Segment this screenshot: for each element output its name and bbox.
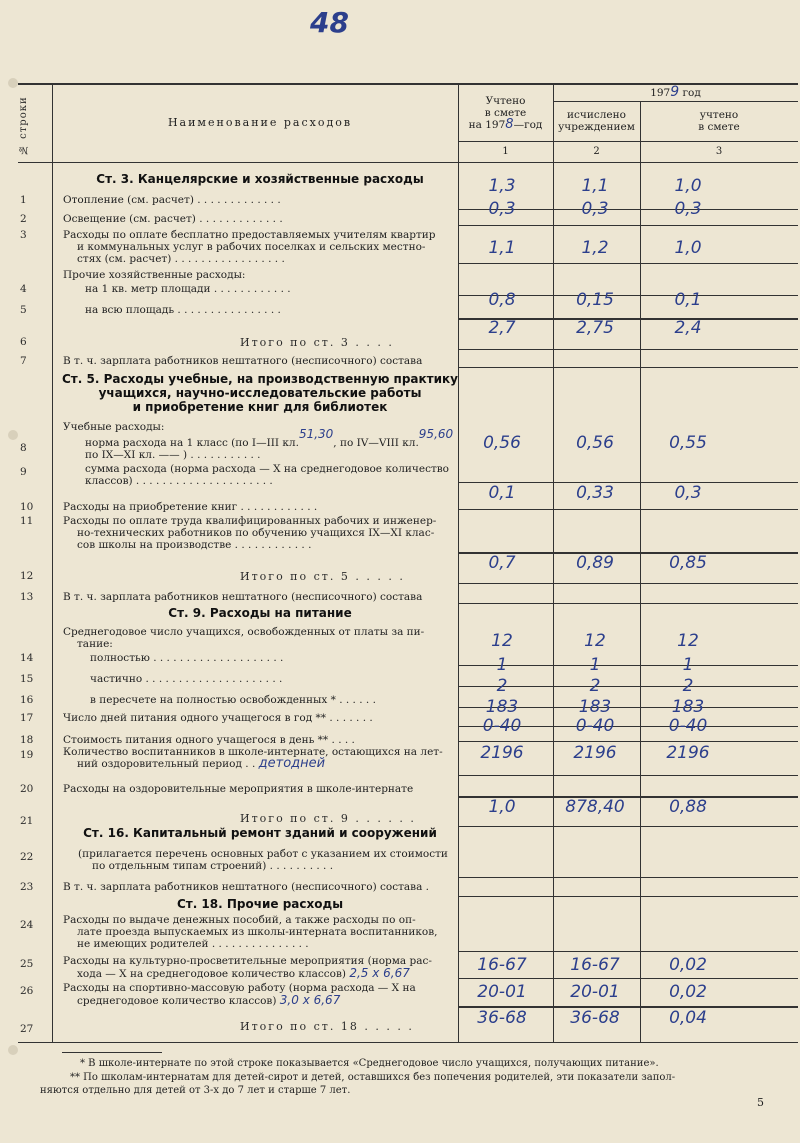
section-title-16: Ст. 16. Капитальный ремонт зданий и сооружений [83, 826, 437, 840]
value-cell: 2196 [573, 743, 617, 763]
row-number: 22 [20, 851, 34, 863]
row-separator [458, 896, 798, 897]
punch-hole [8, 1045, 18, 1055]
row-number: 7 [20, 355, 27, 367]
section-title-3: Ст. 3. Канцелярские и хозяйственные расходы [96, 172, 424, 186]
itogo-st5: Итого по ст. 5 . . . . . [240, 570, 405, 583]
col2-border [553, 83, 554, 1043]
value-cell: 0-40 [575, 716, 615, 736]
value-cell: 2196 [666, 743, 710, 763]
row-number: 19 [20, 749, 34, 761]
row-separator [458, 951, 798, 952]
footnote-2-cont: няются отдельно для детей от 3-х до 7 лет и старше 7 лет. [40, 1085, 351, 1096]
value-cell: 1,1 [581, 176, 609, 196]
row-text: Отопление (см. расчет) . . . . . . . . . . . . . [63, 194, 281, 206]
col3-header: учтено в смете [698, 109, 740, 133]
value-cell: 1,1 [488, 238, 516, 258]
row-number: 5 [20, 304, 27, 316]
row-number: 13 [20, 591, 34, 603]
row-number: 25 [20, 958, 34, 970]
row-text: Расходы по оплате бесплатно предоставляемых учителям квартир и коммунальных услуг в рабочих поселках и сельских местно- стях (см. расчет) . . . . . . . . . . . . . . . . . [63, 229, 436, 265]
row-separator [458, 509, 798, 510]
row-text: В т. ч. зарплата работников нештатного (несписочного) состава . [63, 881, 429, 893]
row-text: Стоимость питания одного учащегося в день ** . . . . [63, 734, 355, 746]
value-cell: 36-68 [477, 1008, 527, 1028]
row-text: сумма расхода (норма расхода — Х на среднегодовое количество классов) . . . . . . . . . . . . . . . . . . . . . [85, 463, 449, 487]
row-text: Расходы на приобретение книг . . . . . . . . . . . . [63, 501, 318, 513]
row-text: Прочие хозяйственные расходы: [63, 269, 246, 281]
section-title-5: Ст. 5. Расходы учебные, на производственную практику учащихся, научно-исследовательские работы и приобретение книг для библиотек [62, 372, 458, 414]
row-text: Учебные расходы: [63, 421, 165, 433]
value-cell: 0,88 [669, 797, 707, 817]
value-cell: 878,40 [565, 797, 625, 817]
col2-header: исчислено учреждением [558, 109, 635, 133]
row-text: норма расхода на 1 класс (по I—III кл.51,30, по IV—VIII кл.95,60 по IX—XI кл. —— ) . . . . . . . . . . . [85, 427, 454, 461]
row-separator [458, 741, 798, 742]
row-number: 3 [20, 229, 27, 241]
value-cell: 2 [496, 676, 508, 696]
row-text: В т. ч. зарплата работников нештатного (несписочного) состава [63, 355, 423, 367]
section-title-9: Ст. 9. Расходы на питание [168, 606, 352, 620]
row-text: Расходы на культурно-просветительные мероприятия (норма рас- хода — Х на среднегодовое количество классов) 2,5 x 6,67 [63, 955, 432, 980]
value-cell: 2,75 [576, 318, 614, 338]
value-cell: 183 [671, 697, 705, 717]
row-number: 26 [20, 985, 34, 997]
value-cell: 12 [677, 631, 699, 651]
value-cell: 0,56 [483, 433, 521, 453]
value-cell: 12 [584, 631, 606, 651]
value-cell: 1 [496, 655, 508, 675]
row-separator [458, 367, 798, 368]
value-cell: 1,2 [581, 238, 609, 258]
value-cell: 1,0 [488, 797, 516, 817]
year-header-border [553, 101, 798, 102]
col-number-1: 1 [502, 146, 509, 157]
row-separator [458, 978, 798, 979]
row-text: Расходы по выдаче денежных пособий, а также расходы по оп- лате проезда выпускаемых из школы-интерната воспитанников, не имеющих родителей . . . . . . . . . . . . . . . [63, 914, 438, 950]
row-number: 4 [20, 283, 27, 295]
value-cell: 20-01 [570, 982, 620, 1002]
value-cell: 2,4 [674, 318, 702, 338]
value-cell: 2 [589, 676, 601, 696]
row-separator [458, 877, 798, 878]
value-cell: 1,0 [674, 238, 702, 258]
row-text: В т. ч. зарплата работников нештатного (несписочного) состава [63, 591, 423, 603]
row-number: 9 [20, 466, 27, 478]
punch-hole [8, 78, 18, 88]
value-cell: 36-68 [570, 1008, 620, 1028]
row-text: на всю площадь . . . . . . . . . . . . . . . . [85, 304, 281, 316]
itogo-st18: Итого по ст. 18 . . . . . [240, 1020, 414, 1033]
value-cell: 0,04 [669, 1008, 707, 1028]
value-cell: 1 [589, 655, 601, 675]
row-number: 11 [20, 515, 34, 527]
footnote-2: ** По школам-интернатам для детей-сирот и детей, оставшихся без попечения родителей, эти показатели запол- [70, 1072, 676, 1083]
row-number: 21 [20, 815, 34, 827]
row-text: в пересчете на полностью освобожденных * . . . . . . [90, 694, 376, 706]
row-number: 23 [20, 881, 34, 893]
row-text: Среднегодовое число учащихся, освобожденных от платы за пи- тание: [63, 626, 425, 650]
row-text: Освещение (см. расчет) . . . . . . . . . . . . . [63, 213, 283, 225]
row-number: 18 [20, 734, 34, 746]
value-cell: 0,3 [674, 199, 702, 219]
col-number-2: 2 [593, 146, 600, 157]
itogo-st3: Итого по ст. 3 . . . . [240, 336, 394, 349]
value-cell: 0,3 [581, 199, 609, 219]
row-text: Количество воспитанников в школе-интернате, остающихся на лет- ний оздоровительный период . . детодней [63, 746, 443, 771]
row-text: Расходы на спортивно-массовую работу (норма расхода — Х на среднегодовое количество классов) 3,0 x 6,67 [63, 982, 416, 1007]
row-separator [458, 263, 798, 264]
page-number: 5 [757, 1096, 764, 1109]
row-number: 27 [20, 1023, 34, 1035]
value-cell: 2196 [480, 743, 524, 763]
header-bottom-border [18, 162, 798, 163]
row-text: Число дней питания одного учащегося в год ** . . . . . . . [63, 712, 373, 724]
value-cell: 0,3 [674, 483, 702, 503]
value-cell: 0,1 [488, 483, 516, 503]
row-text: частично . . . . . . . . . . . . . . . . . . . . . [90, 673, 283, 685]
value-cell: 0,89 [576, 553, 614, 573]
row-number: 20 [20, 783, 34, 795]
row-number: 24 [20, 919, 34, 931]
name-column-header: Наименование расходов [167, 116, 353, 129]
value-cell: 0,56 [576, 433, 614, 453]
value-cell: 2 [682, 676, 694, 696]
handwritten-page-number: 48 [310, 6, 349, 39]
footnote-1: * В школе-интернате по этой строке показывается «Среднегодовое число учащихся, получающих питание». [80, 1058, 659, 1069]
value-cell: 0,02 [669, 982, 707, 1002]
colnum-border [458, 141, 798, 142]
punch-hole [8, 430, 18, 440]
row-number: 12 [20, 570, 34, 582]
value-cell: 183 [485, 697, 519, 717]
value-cell: 0,3 [488, 199, 516, 219]
value-cell: 183 [578, 697, 612, 717]
row-number-header: № строки [18, 96, 29, 155]
table-bottom-border [18, 1042, 798, 1043]
col1-header: Учтено в смете на 1978—год [468, 95, 543, 132]
value-cell: 0-40 [668, 716, 708, 736]
value-cell: 12 [491, 631, 513, 651]
value-cell: 20-01 [477, 982, 527, 1002]
row-separator [458, 225, 798, 226]
row-text: Расходы по оплате труда квалифицированных рабочих и инженер- но-технических работников по обучению учащихся IX—XI клас- сов школы на производстве . . . . . . . . . . . . [63, 515, 437, 551]
row-separator [458, 349, 798, 350]
row-number: 16 [20, 694, 34, 706]
row-number: 17 [20, 712, 34, 724]
col-number-3: 3 [715, 146, 723, 157]
value-cell: 1,3 [488, 176, 516, 196]
table-top-border [18, 83, 798, 85]
value-cell: 2,7 [488, 318, 516, 338]
year-header: 1979 год [650, 84, 701, 100]
row-number: 10 [20, 501, 34, 513]
row-separator [458, 826, 798, 827]
value-cell: 0,1 [674, 290, 702, 310]
value-cell: 0-40 [482, 716, 522, 736]
row-separator [458, 775, 798, 776]
row-separator [458, 603, 798, 604]
row-number: 8 [20, 442, 27, 454]
section-title-18: Ст. 18. Прочие расходы [176, 897, 344, 911]
value-cell: 1,0 [674, 176, 702, 196]
value-cell: 0,33 [576, 483, 614, 503]
row-number: 1 [20, 194, 27, 206]
row-text: полностью . . . . . . . . . . . . . . . . . . . . [90, 652, 284, 664]
value-cell: 0,7 [488, 553, 516, 573]
value-cell: 0,55 [669, 433, 707, 453]
value-cell: 0,8 [488, 290, 516, 310]
value-cell: 0,15 [576, 290, 614, 310]
row-number: 6 [20, 336, 27, 348]
value-cell: 16-67 [477, 955, 527, 975]
row-text: на 1 кв. метр площади . . . . . . . . . . . . [85, 283, 291, 295]
value-cell: 1 [682, 655, 694, 675]
row-separator [458, 583, 798, 584]
row-number: 2 [20, 213, 27, 225]
row-number: 14 [20, 652, 34, 664]
row-text: Расходы на оздоровительные мероприятия в школе-интернате [63, 783, 414, 795]
value-cell: 0,85 [669, 553, 707, 573]
rownum-col-border [52, 83, 53, 1043]
row-number: 15 [20, 673, 34, 685]
footnote-rule [62, 1052, 162, 1053]
itogo-st9: Итого по ст. 9 . . . . . . [240, 812, 416, 825]
value-cell: 0,02 [669, 955, 707, 975]
col3-border [640, 101, 641, 1043]
row-text: (прилагается перечень основных работ с указанием их стоимости по отдельным типам строений) . . . . . . . . . . [78, 848, 448, 872]
value-cell: 16-67 [570, 955, 620, 975]
